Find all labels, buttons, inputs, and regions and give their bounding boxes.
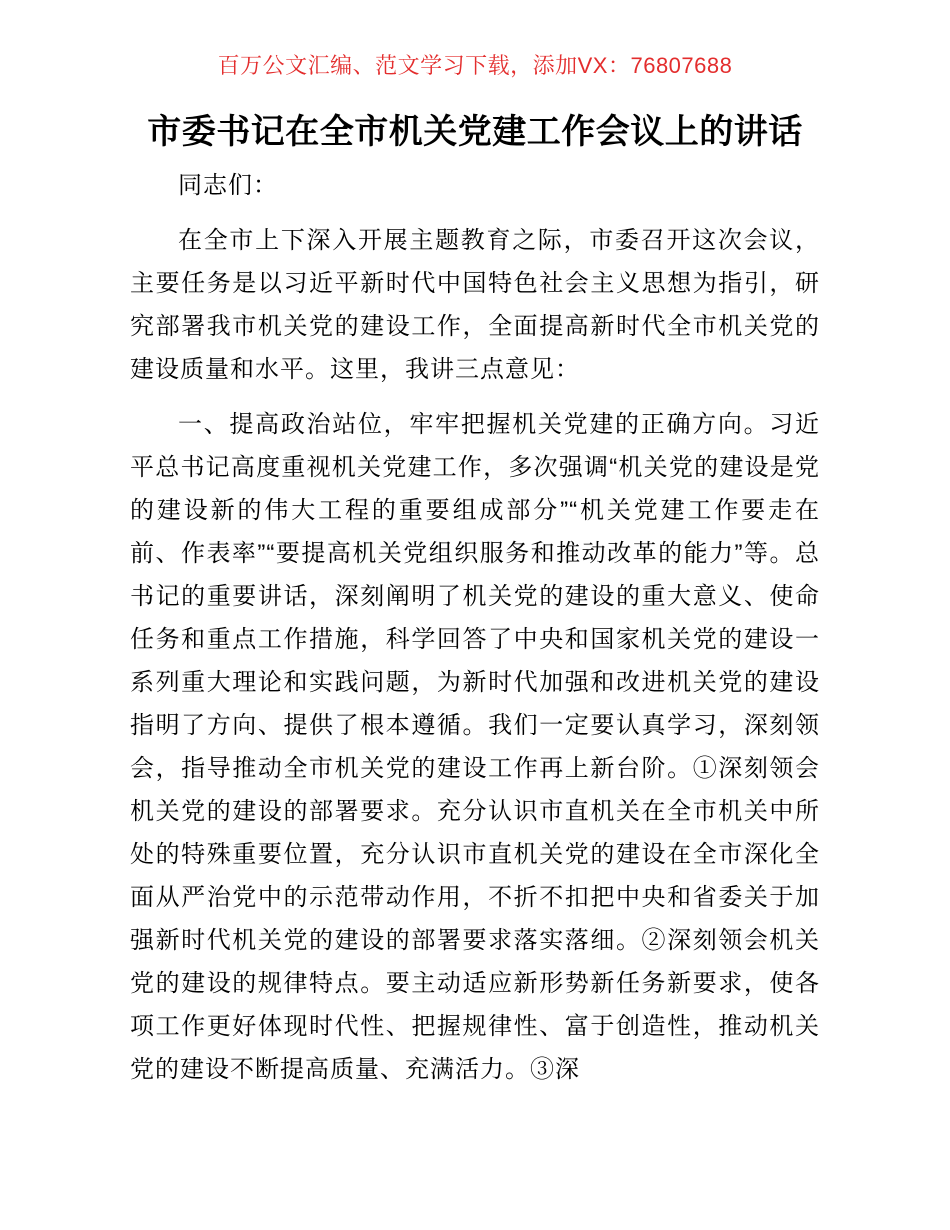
document-title: 市委书记在全市机关党建工作会议上的讲话 xyxy=(147,113,803,151)
salutation-paragraph: 同志们： xyxy=(178,172,278,199)
document-body xyxy=(130,164,820,1091)
intro-paragraph: 在全市上下深入开展主题教育之际，市委召开这次会议，主要任务是以习近平新时代中国特色社会主义思想为指引，研究部署我市机关党的建设工作，全面提高新时代全市机关党的建设质量和水平。这里，我讲三点意见： xyxy=(130,227,820,383)
section-one-paragraph: 一、提高政治站位，牢牢把握机关党建的正确方向。习近平总书记高度重视机关党建工作，多次强调“机关党的建设是党的建设新的伟大工程的重要组成部分”“机关党建工作要走在前、作表率”“要提高机关党组织服务和推动改革的能力”等。总书记的重要讲话，深刻阐明了机关党的建设的重大意义、使命任务和重点工作措施，科学回答了中央和国家机关党的建设一系列重大理论和实践问题，为新时代加强和改进机关党的建设指明了方向、提供了根本遵循。我们一定要认真学习，深刻领会，指导推动全市机关党的建设工作再上新台阶。①深刻领会机关党的建设的部署要求。充分认识市直机关在全市机关中所处的特殊重要位置，充分认识市直机关党的建设在全市深化全面从严治党中的示范带动作用，不折不扣把中央和省委关于加强新时代机关党的建设的部署要求落实落细。②深刻领会机关党的建设的规律特点。要主动适应新形势新任务新要求，使各项工作更好体现时代性、把握规律性、富于创造性，推动机关党的建设不断提高质量、充满活力。③深 xyxy=(130,411,820,1083)
watermark-header: 百万公文汇编、范文学习下载，添加VX：76807688 xyxy=(217,53,733,78)
